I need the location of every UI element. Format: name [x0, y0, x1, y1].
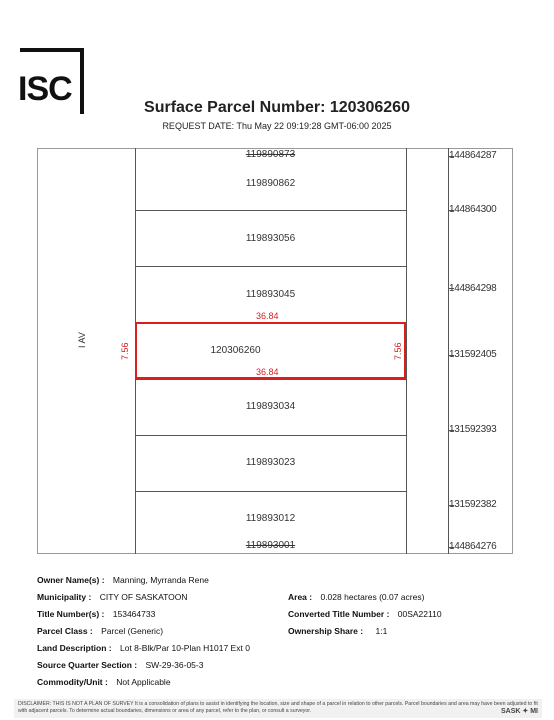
request-date: REQUEST DATE: Thu May 22 09:19:28 GMT-06:00 2025	[162, 121, 392, 131]
lot-divider	[135, 210, 406, 211]
isc-logo-text: ISC	[18, 70, 72, 108]
land-description-row	[37, 643, 250, 653]
municipality-label: Municipality :	[37, 592, 92, 602]
lot-divider	[135, 266, 406, 267]
owner-value: Manning, Myrranda Rene	[112, 575, 209, 585]
commodity-value: Not Applicable	[116, 677, 171, 687]
commodity-row	[37, 677, 171, 687]
adjacent-parcel: 131592382	[449, 499, 497, 510]
lot-number: 119893045	[245, 289, 296, 300]
street-label: I AV	[77, 332, 87, 348]
parcel-class-label: Parcel Class :	[37, 626, 93, 636]
lot-number: 119890862	[245, 178, 296, 189]
lot-number: 119893056	[245, 233, 296, 244]
parcel-class-row	[37, 626, 163, 636]
ownership-share-row	[288, 626, 387, 636]
sask-brand: SASK ✦ MI	[501, 708, 538, 715]
dimension-top: 36.84	[256, 311, 279, 321]
lot-right-boundary	[406, 148, 407, 554]
lot-number: 119890873	[245, 149, 296, 160]
lot-number: 119893001	[245, 540, 296, 551]
lot-divider	[135, 379, 406, 380]
dimension-right: 7.56	[393, 342, 403, 360]
dimension-left: 7.56	[120, 342, 130, 360]
adjacent-parcel: 144864276	[449, 541, 497, 552]
area-row	[288, 592, 424, 602]
converted-title-value: 00SA22110	[397, 609, 442, 619]
ownership-share-value: 1:1	[375, 626, 388, 636]
land-description-label: Land Description :	[37, 643, 112, 653]
converted-title-row	[288, 609, 442, 619]
parcel-class-value: Parcel (Generic)	[101, 626, 164, 636]
converted-title-label: Converted Title Number :	[288, 609, 390, 619]
ownership-share-label: Ownership Share :	[288, 626, 364, 636]
subject-lot-number: 120306260	[210, 345, 261, 356]
area-label: Area :	[288, 592, 313, 602]
source-quarter-row	[37, 660, 203, 670]
lot-divider	[135, 435, 406, 436]
lot-number: 119893034	[245, 401, 296, 412]
adjacent-parcel: 144864300	[449, 204, 497, 215]
lot-number: 119893023	[245, 457, 296, 468]
dimension-bottom: 36.84	[256, 367, 279, 377]
land-description-value: Lot 8-Blk/Par 10-Plan H1017 Ext 0	[120, 643, 250, 653]
lot-number: 119893012	[245, 513, 296, 524]
title-number-value: 153464733	[112, 609, 156, 619]
commodity-label: Commodity/Unit :	[37, 677, 108, 687]
owner-row	[37, 575, 209, 585]
area-value: 0.028 hectares (0.07 acres)	[320, 592, 425, 602]
page-title: Surface Parcel Number: 120306260	[144, 99, 410, 116]
municipality-row	[37, 592, 188, 602]
adjacent-parcel: 131592393	[449, 424, 497, 435]
municipality-value: CITY OF SASKATOON	[99, 592, 188, 602]
adjacent-parcel: 144864287	[449, 150, 497, 161]
owner-label: Owner Name(s) :	[37, 575, 105, 585]
source-quarter-value: SW-29-36-05-3	[145, 660, 204, 670]
adjacent-parcel: 144864298	[449, 283, 497, 294]
disclaimer-text: DISCLAIMER: THIS IS NOT A PLAN OF SURVEY It is a consolidation of plans to assist in identifying the location, size and shape of a parcel in relation to other parcels. Parcel boundaries and area may have been adjusted to fit with adjacent parcels. To determine actual boundaries, dimensions or area of any parcel, refer to the plan, or consult a surveyor.	[14, 699, 542, 718]
source-quarter-label: Source Quarter Section :	[37, 660, 138, 670]
title-number-label: Title Number(s) :	[37, 609, 105, 619]
lot-divider	[135, 491, 406, 492]
title-number-row	[37, 609, 155, 619]
adjacent-parcel: 131592405	[449, 349, 497, 360]
